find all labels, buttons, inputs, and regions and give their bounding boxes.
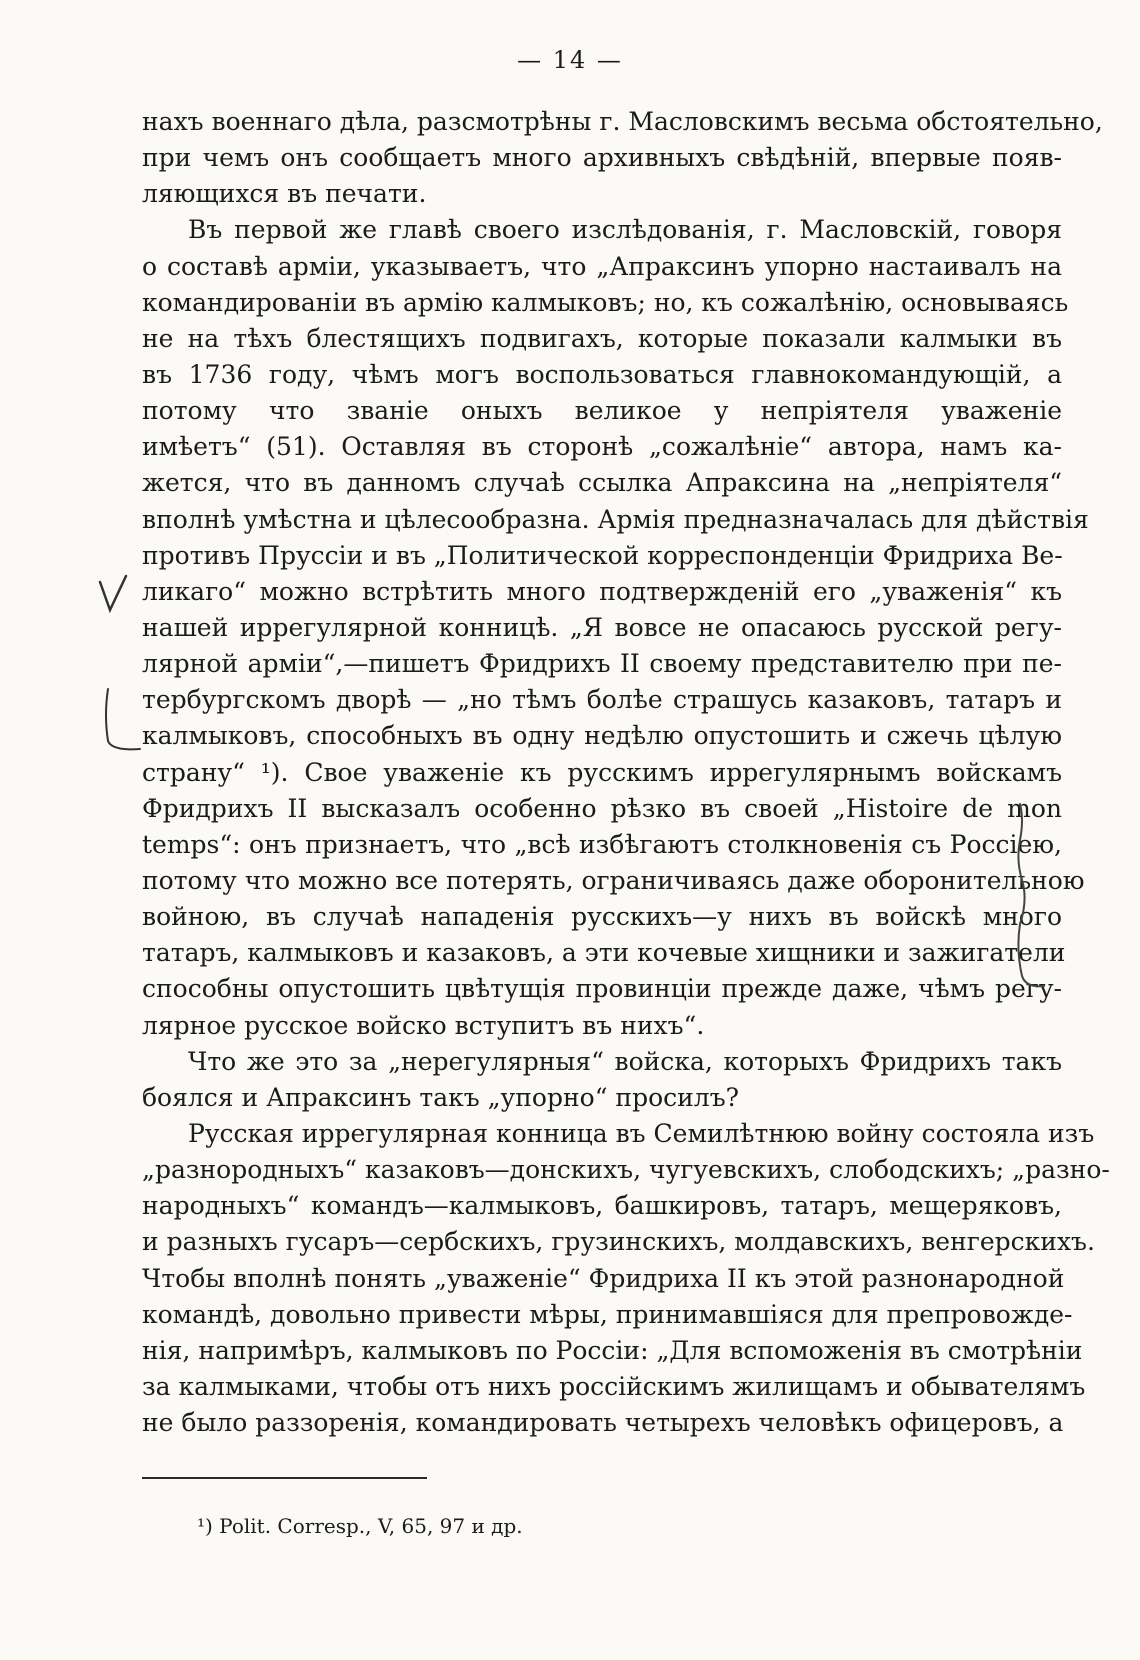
margin-bracket-left	[96, 685, 146, 760]
text-line: имѣетъ“ (51). Оставляя въ сторонѣ „сожалѣніе“ автора, намъ ка-	[142, 432, 1062, 462]
footnote: ¹) Polit. Corresp., V, 65, 97 и др.	[197, 1514, 523, 1538]
text-line: противъ Пруссіи и въ „Политической корреспонденціи Фридриха Ве-	[142, 540, 1063, 570]
text-line: „разнородныхъ“ казаковъ—донскихъ, чугуевскихъ, слободскихъ; „разно-	[142, 1155, 1110, 1185]
margin-check-mark	[96, 572, 136, 622]
text-line: при чемъ онъ сообщаетъ много архивныхъ свѣдѣній, впервые появ-	[142, 143, 1062, 173]
text-line: лярной арміи“,—пишетъ Фридрихъ II своему представителю при пе-	[142, 649, 1062, 679]
text-line: ликаго“ можно встрѣтить много подтвержденій его „уваженія“ къ	[142, 576, 1062, 606]
text-line: нія, напримѣръ, калмыковъ по Россіи: „Для вспоможенія въ смотрѣніи	[142, 1335, 1083, 1365]
text-line: не на тѣхъ блестящихъ подвигахъ, которые показали калмыки въ	[142, 323, 1062, 353]
text-line: вполнѣ умѣстна и цѣлесообразна. Армія предназначалась для дѣйствія	[142, 504, 1089, 534]
text-line: потому что можно все потерять, ограничиваясь даже оборонительною	[142, 865, 1085, 895]
text-line: за калмыками, чтобы отъ нихъ россійскимъ жилищамъ и обывателямъ	[142, 1371, 1086, 1401]
text-line: нашей иррегулярной конницѣ. „Я вовсе не опасаюсь русской регу-	[142, 612, 1062, 642]
page-number: — 14 —	[517, 46, 623, 74]
text-line: способны опустошить цвѣтущія провинціи прежде даже, чѣмъ регу-	[142, 974, 1062, 1004]
text-line: лярное русское войско вступитъ въ нихъ“.	[142, 1010, 705, 1040]
text-line: Чтобы вполнѣ понять „уваженіе“ Фридриха II къ этой разнонародной	[142, 1263, 1065, 1293]
text-line: temps“: онъ признаетъ, что „всѣ избѣгаютъ столкновенія съ Россіею,	[142, 829, 1062, 859]
text-line: не было раззоренія, командировать четырехъ человѣкъ офицеровъ, а	[142, 1408, 1064, 1438]
text-line: Что же это за „нерегулярныя“ войска, которыхъ Фридрихъ такъ	[188, 1046, 1062, 1076]
text-line: татаръ, калмыковъ и казаковъ, а эти кочевые хищники и зажигатели	[142, 938, 1066, 968]
text-line: страну“ ¹). Свое уваженіе къ русскимъ иррегулярнымъ войскамъ	[142, 757, 1062, 787]
text-line: командированіи въ армію калмыковъ; но, къ сожалѣнію, основываясь	[142, 287, 1069, 317]
text-line: народныхъ“ командъ—калмыковъ, башкировъ, татаръ, мещеряковъ,	[142, 1191, 1062, 1221]
text-line: калмыковъ, способныхъ въ одну недѣлю опустошить и сжечь цѣлую	[142, 721, 1062, 751]
text-line: Фридрихъ II высказалъ особенно рѣзко въ своей „Histoire de mon	[142, 793, 1062, 823]
text-line: и разныхъ гусаръ—сербскихъ, грузинскихъ, молдавскихъ, венгерскихъ.	[142, 1227, 1095, 1257]
text-line: ляющихся въ печати.	[142, 179, 427, 209]
margin-bracket-right	[1010, 800, 1050, 996]
text-line: тербургскомъ дворѣ — „но тѣмъ болѣе страшусь казаковъ, татаръ и	[142, 685, 1062, 715]
footnote-separator	[142, 1477, 427, 1479]
text-line: боялся и Апраксинъ такъ „упорно“ просилъ?	[142, 1082, 739, 1112]
text-line: потому что званіе оныхъ великое у непріятеля уваженіе	[142, 396, 1062, 426]
text-line: Русская иррегулярная конница въ Семилѣтнюю войну состояла изъ	[188, 1118, 1095, 1148]
body-text	[142, 104, 1110, 1441]
text-line: о составѣ арміи, указываетъ, что „Апраксинъ упорно настаивалъ на	[142, 251, 1062, 281]
text-line: войною, въ случаѣ нападенія русскихъ—у нихъ въ войскѣ много	[142, 902, 1062, 932]
text-line: командѣ, довольно привести мѣры, принимавшіяся для препровожде-	[142, 1299, 1073, 1329]
text-line: жется, что въ данномъ случаѣ ссылка Апраксина на „непріятеля“	[142, 468, 1062, 498]
text-line: Въ первой же главѣ своего изслѣдованія, г. Масловскій, говоря	[188, 215, 1062, 245]
text-line: нахъ военнаго дѣла, разсмотрѣны г. Масловскимъ весьма обстоятельно,	[142, 107, 1103, 136]
text-line: въ 1736 году, чѣмъ могъ воспользоваться главнокомандующій, а	[142, 359, 1062, 389]
